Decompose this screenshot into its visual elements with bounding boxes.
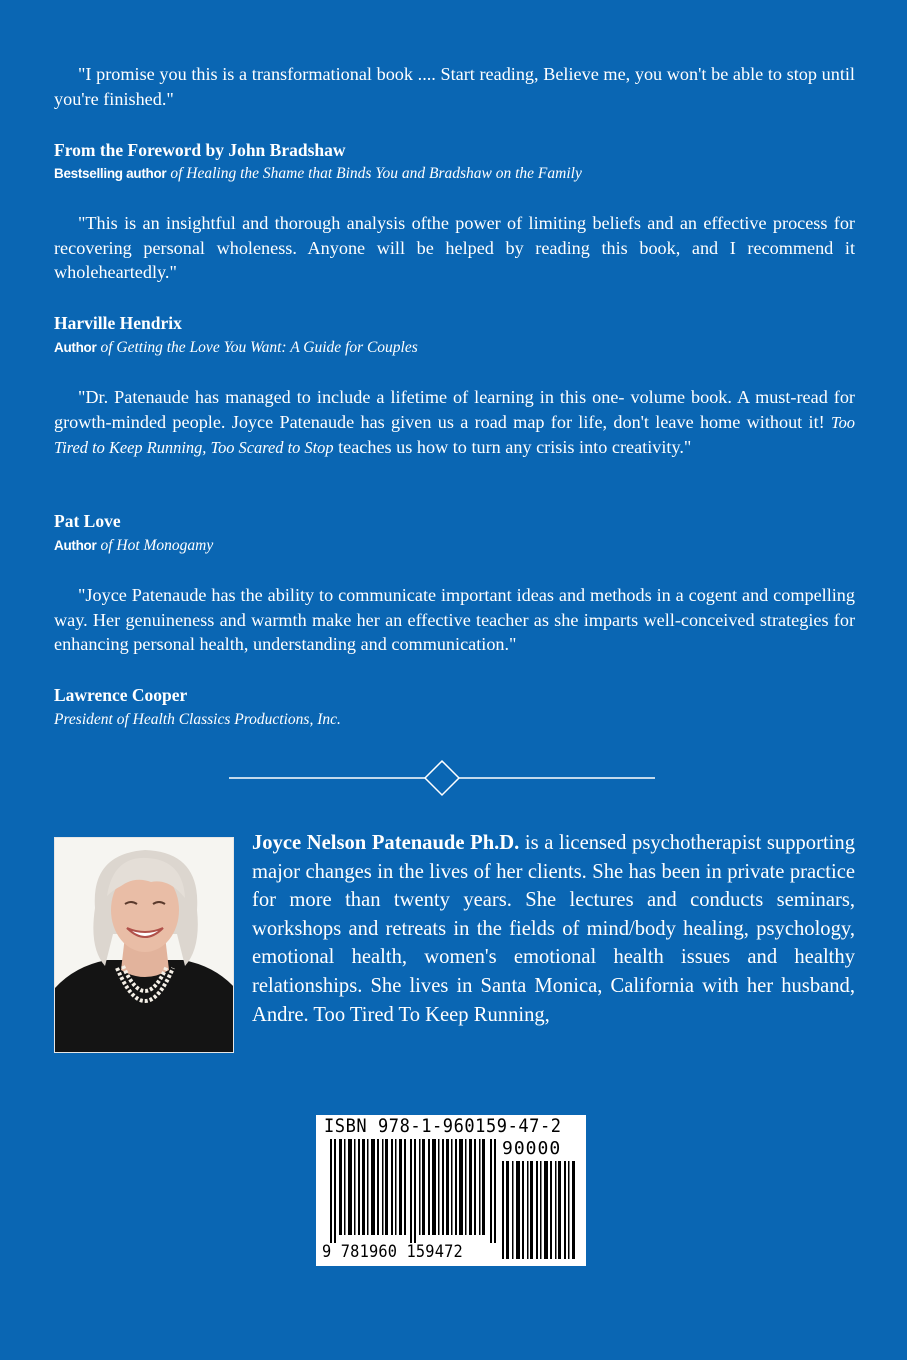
ean-digits: 9 781960 159472 bbox=[322, 1242, 463, 1262]
isbn-label: ISBN 978-1-960159-47-2 bbox=[324, 1116, 562, 1137]
ornamental-divider bbox=[229, 758, 655, 798]
endorsement-quote-3: "Dr. Patenaude has managed to include a lifetime of learning in this one- volume book. A must-read for growth-minded people. Joyce Patenaude has given us a road map for life, don't leave home without it! Too Tired to Keep Running, Too Scared to Stop teaches us how to turn any crisis into creativity." bbox=[54, 387, 855, 458]
book-title: Too Tired to Keep Running, Too Scared to Stop bbox=[54, 412, 855, 458]
endorsement-quote-4: "Joyce Patenaude has the ability to communicate important ideas and methods in a cogent and compelling way. Her genuineness and warmth make her an effective teacher as she imparts well-conceived strategies for enhancing personal health, understanding and communication." bbox=[54, 585, 855, 655]
role-label: Bestselling author bbox=[54, 166, 167, 181]
endorsement-role-3 bbox=[54, 536, 213, 556]
role-work: of Healing the Shame that Binds You and Bradshaw on the Family bbox=[170, 165, 582, 182]
endorsement-name-4: Lawrence Cooper bbox=[54, 685, 188, 705]
endorsement-role-1 bbox=[54, 164, 582, 184]
endorsement-name-3: Pat Love bbox=[54, 511, 121, 531]
author-name: Joyce Nelson Patenaude Ph.D. bbox=[252, 832, 520, 854]
price-code: 90000 bbox=[502, 1138, 562, 1159]
role-work: of Hot Monogamy bbox=[100, 537, 214, 554]
endorsement-quote-1: "I promise you this is a transformational book .... Start reading, Believe me, you won't be able to stop until you're finished." bbox=[54, 64, 855, 109]
author-bio bbox=[252, 829, 855, 1029]
endorsement-name-1: From the Foreword by John Bradshaw bbox=[54, 140, 346, 160]
endorsement-role-4: President of Health Classics Productions, Inc. bbox=[54, 711, 341, 728]
diamond-icon bbox=[425, 761, 459, 795]
role-work: of Getting the Love You Want: A Guide for Couples bbox=[100, 339, 418, 356]
endorsement-role-2 bbox=[54, 338, 418, 358]
addon-barcode-bars bbox=[502, 1161, 578, 1259]
role-label: Author bbox=[54, 538, 97, 553]
role-label: Author bbox=[54, 340, 97, 355]
author-bio-text: is a licensed psychotherapist supporting major changes in the lives of her clients. She has been in private practice for more than twenty years. She lectures and conducts seminars, workshops and retreats in the fields of mind/body healing, psychology, emotional health, women's emotional health issues and healthy relationships. She lives in Santa Monica, California with her husband, Andre. Too Tired To Keep Running, bbox=[252, 832, 855, 1026]
endorsement-name-2: Harville Hendrix bbox=[54, 313, 182, 333]
endorsement-quote-2: "This is an insightful and thorough analysis ofthe power of limiting beliefs and an effective process for recovering personal wholeness. Anyone will be helped by reading this book, and I recommend it wholeheartedly." bbox=[54, 213, 855, 283]
isbn-barcode bbox=[316, 1115, 586, 1266]
author-photo bbox=[54, 837, 234, 1053]
ean-barcode-bars bbox=[330, 1139, 496, 1243]
